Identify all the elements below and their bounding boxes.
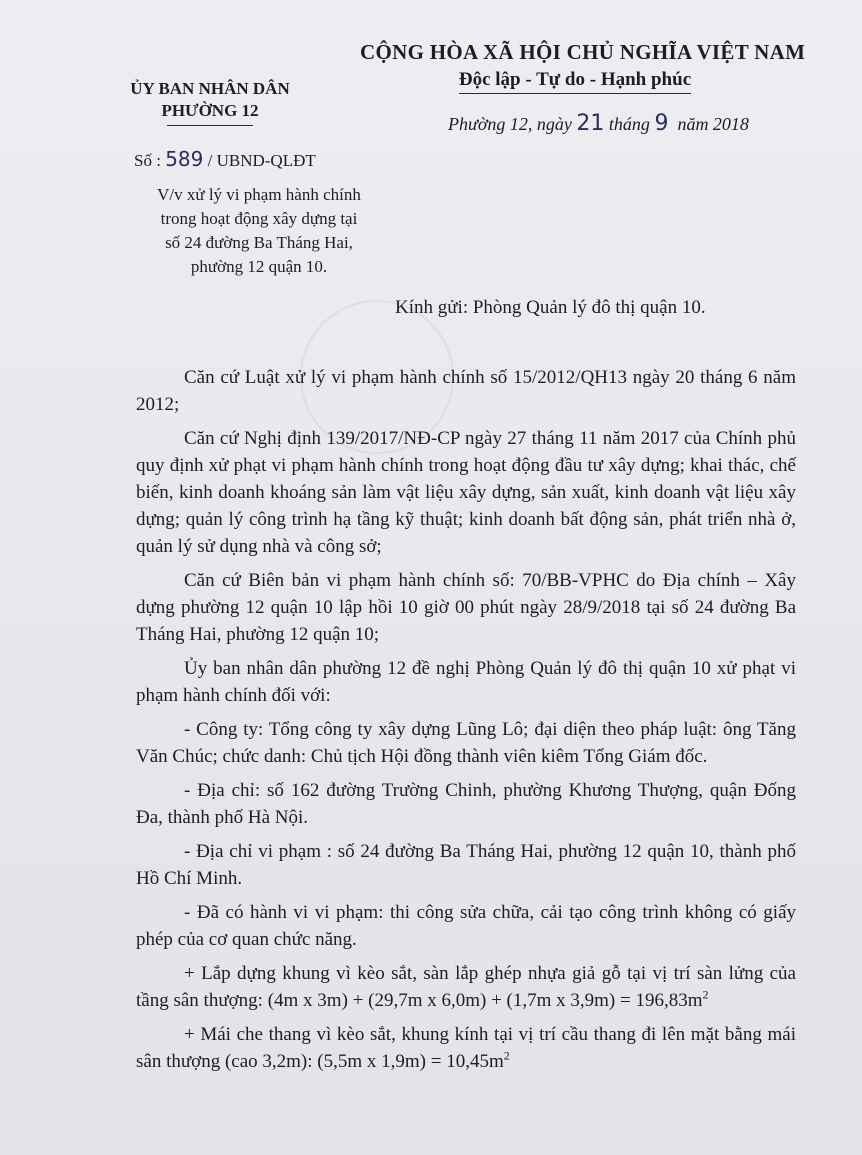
superscript: 2 [503,1048,510,1063]
subject-line: trong hoạt động xây dựng tại [160,209,358,228]
item-paragraph [136,960,796,1014]
subject-line: số 24 đường Ba Tháng Hai, [165,233,353,252]
date-day-handwritten: 21 [576,111,605,136]
document-date [448,111,749,136]
motto-underline [459,93,691,94]
paragraph: Căn cứ Nghị định 139/2017/NĐ-CP ngày 27 tháng 11 năm 2017 của Chính phủ quy định xử phạt vi phạm hành chính trong hoạt động đầu tư xây dựng; khai thác, chế biến, kinh doanh khoáng sản làm vật liệu xây dựng, sản xuất, kinh doanh vật liệu xây dựng; quản lý công trình hạ tầng kỹ thuật; kinh doanh bất động sản, phát triển nhà ở, quản lý sử dụng nhà và công sở; [136,428,796,557]
number-handwritten: 589 [165,147,204,171]
paragraph: - Địa chỉ: số 162 đường Trường Chinh, phường Khương Thượng, quận Đống Đa, thành phố Hà Nội. [136,780,796,828]
document-number [134,147,316,171]
issuing-agency [110,78,310,126]
recipient-line: Kính gửi: Phòng Quản lý đô thị quận 10. [395,297,706,318]
document-body [136,364,796,1082]
item-text: + Mái che thang vì kèo sắt, khung kính tại vị trí cầu thang đi lên mặt bằng mái sân thượng (cao 3,2m): (5,5m x 1,9m) = 10,45m [136,1024,796,1072]
paragraph: Căn cứ Luật xử lý vi phạm hành chính số 15/2012/QH13 ngày 20 tháng 6 năm 2012; [136,367,796,415]
motto: Độc lập - Tự do - Hạnh phúc [458,69,692,90]
agency-line-2: PHƯỜNG 12 [161,101,259,120]
nation-title: CỘNG HÒA XÃ HỘI CHỦ NGHĨA VIỆT NAM [360,40,806,64]
item-text: + Lắp dựng khung vì kèo sắt, sàn lắp ghép nhựa giả gỗ tại vị trí sàn lửng của tầng sân thượng: (4m x 3m) + (29,7m x 6,0m) + (1,7m x 3,9m) = 196,83m [136,963,796,1011]
number-suffix: / UBND-QLĐT [207,151,316,170]
agency-line-1: ỦY BAN NHÂN DÂN [130,79,290,98]
number-label: Số : [134,151,161,170]
date-month-label: tháng [608,114,650,134]
date-year: năm 2018 [677,114,749,134]
date-month-handwritten: 9 [654,111,669,136]
agency-underline [167,125,253,126]
paragraph: Ủy ban nhân dân phường 12 đề nghị Phòng Quản lý đô thị quận 10 xử phạt vi phạm hành chính đối với: [136,658,796,706]
national-header [360,40,806,94]
date-prefix: Phường 12, ngày [448,114,572,134]
paragraph: Căn cứ Biên bản vi phạm hành chính số: 70/BB-VPHC do Địa chính – Xây dựng phường 12 quận 10 lập hồi 10 giờ 00 phút ngày 28/9/2018 tại số 24 đường Ba Tháng Hai, phường 12 quận 10; [136,570,796,645]
subject-line: V/v xử lý vi phạm hành chính [157,185,361,204]
paragraph: - Đã có hành vi vi phạm: thi công sửa chữa, cải tạo công trình không có giấy phép của cơ quan chức năng. [136,902,796,950]
paragraph: - Công ty: Tổng công ty xây dựng Lũng Lô; đại diện theo pháp luật: ông Tăng Văn Chúc; chức danh: Chủ tịch Hội đồng thành viên kiêm Tổng Giám đốc. [136,719,796,767]
item-paragraph [136,1021,796,1075]
paragraph: - Địa chỉ vi phạm : số 24 đường Ba Tháng Hai, phường 12 quận 10, thành phố Hồ Chí Minh. [136,841,796,889]
subject-line: phường 12 quận 10. [190,257,328,276]
subject-block [134,183,384,279]
superscript: 2 [702,987,709,1002]
